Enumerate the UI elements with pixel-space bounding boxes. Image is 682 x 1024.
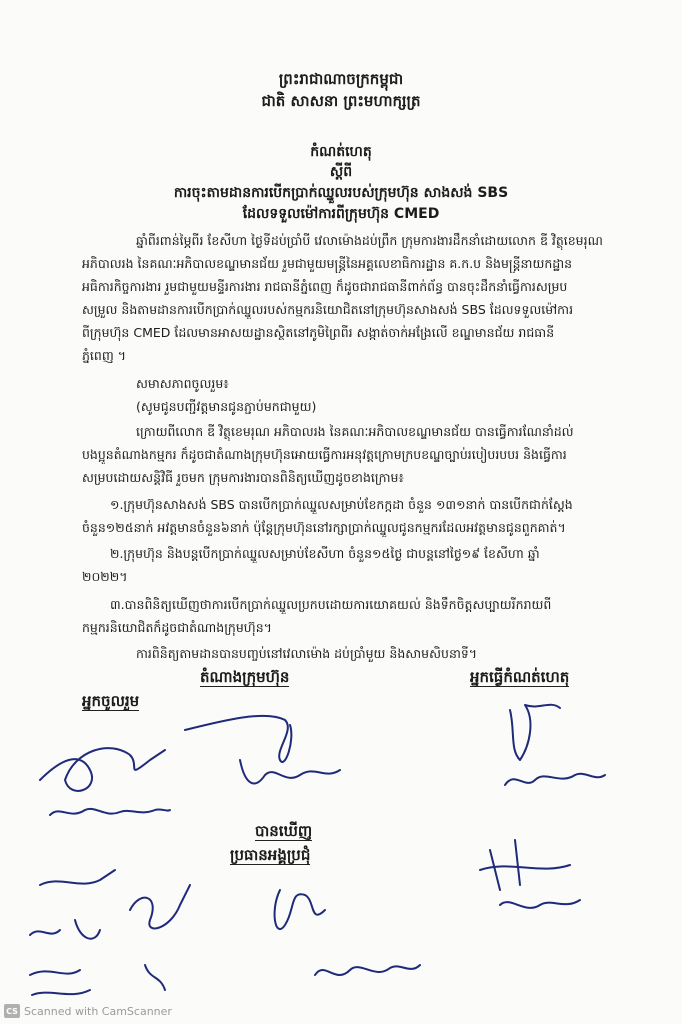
paragraph-1-line-3: អធិការកិច្ចការងារ រួមជាមួយមន្ទីរការងារ រាជធានីភ្នំពេញ ក៏ដូចជារាជធានីពាក់ព័ន្ធ បានចុះដឹកនាំធ្វើការសម្រប: [82, 279, 568, 294]
recorder-signature: [490, 690, 620, 800]
attendance-note: (សូមជូនបញ្ជីវត្តមានជូនភ្ជាប់មកជាមួយ): [136, 399, 317, 414]
subject-line-1: ការចុះតាមដានការបើកប្រាក់ឈ្នួលរបស់ក្រុមហ៊ុន សាងសង់ SBS: [173, 185, 509, 201]
subject-line-2: ដែលទទួលម៉ៅការពីក្រុមហ៊ុន CMED: [242, 206, 440, 222]
finding-2-line-2: ២០២២។: [82, 569, 128, 584]
chairperson-label: ប្រធានអង្គប្រជុំ: [230, 846, 311, 864]
finding-1-line-2: ចំនួន១២៥នាក់ អវត្តមានចំនួន៦នាក់ ប៉ុន្តែក្រុមហ៊ុននៅរក្សាប្រាក់ឈ្នួលជូនកម្មករដែលអវត្តមានជូនពួកគាត់។: [82, 520, 566, 535]
scanner-watermark: [4, 1004, 172, 1018]
paragraph-2-line-3: សម្របដោយសន្តិវិធី រួចមក ក្រុមការងារបានពិនិត្យឃើញដូចខាងក្រោម៖: [82, 470, 404, 485]
paragraph-1-line-6: ភ្នំពេញ ។: [82, 348, 126, 363]
recorder-label: អ្នកធ្វើកំណត់ហេតុ: [470, 668, 570, 686]
camscanner-logo-icon: CS: [4, 1004, 20, 1018]
motto-heading: ជាតិ សាសនា ព្រះមហាក្សត្រ: [261, 92, 421, 110]
finding-1-line-1: ១.ក្រុមហ៊ុនសាងសង់ SBS បានបើកប្រាក់ឈ្នួលសម្រាប់ខែកក្កដា ចំនួន ១៣១នាក់ បានបើកជាក់ស្តែង: [110, 497, 573, 512]
subject-label: ស្តីពី: [329, 164, 353, 180]
witness-signature: [470, 830, 610, 940]
paragraph-1-line-5: ពីក្រុមហ៊ុន CMED ដែលមានអាសយដ្ឋានស្ថិតនៅភូមិព្រៃពីរ សង្កាត់ចាក់អង្រែលើ ខណ្ឌមានជ័យ រាជធានី: [82, 325, 555, 340]
kingdom-heading: ព្រះរាជាណាចក្រកម្ពុជា: [278, 70, 404, 88]
document-type: កំណត់ហេតុ: [310, 144, 372, 160]
paragraph-2-line-1: ក្រោយពីលោក ឌី វិត្ថុខេមរុណ អភិបាលរង នៃគណៈអភិបាលខណ្ឌមានជ័យ បានធ្វើការណែនាំដល់: [136, 424, 574, 439]
participants-label: អ្នកចូលរួម: [82, 692, 140, 710]
company-representative-label: តំណាងក្រុមហ៊ុន: [200, 668, 290, 686]
participant-signatures-group: [20, 860, 210, 1010]
chairperson-signature: [255, 870, 425, 1000]
paragraph-1-line-2: អភិបាលរង នៃគណៈអភិបាលខណ្ឌមានជ័យ រួមជាមួយមន្ត្រីនៃអគ្គលេខាធិការដ្ឋាន គ.ក.ប និងមន្ត្រីនាយកដ្ឋាន: [82, 256, 573, 271]
attendance-label: សមាសភាពចូលរួម៖: [136, 376, 229, 391]
scanner-text: Scanned with CamScanner: [24, 1004, 172, 1018]
paragraph-1-line-4: សម្រួល និងតាមដានការបើកប្រាក់ឈ្នួលរបស់កម្មករនិយោជិតនៅក្រុមហ៊ុនសាងសង់ SBS ដែលទទួលម៉ៅការ: [82, 302, 574, 317]
seen-label: បានឃើញ: [255, 822, 313, 840]
finding-3-line-2: កម្មករនិយោជិតក៏ដូចជាតំណាងក្រុមហ៊ុន។: [82, 620, 272, 635]
finding-2-line-1: ២.ក្រុមហ៊ុន និងបន្តបើកប្រាក់ឈ្នួលសម្រាប់ខែសីហា ចំនួន១៥ថ្ងៃ ជាបន្តនៅថ្ងៃ១៩ ខែសីហា ឆ្នាំ: [110, 546, 540, 561]
participant-signature-1: [30, 720, 180, 830]
company-signature: [175, 690, 355, 800]
paragraph-2-line-2: បងប្អូនតំណាងកម្មករ ក៏ដូចជាតំណាងក្រុមហ៊ុនអោយធ្វើការអនុវត្តក្រោមក្របខណ្ឌច្បាប់របៀបរបបរ និងធ្វើការ: [82, 447, 567, 462]
closing-line: ការពិនិត្យតាមដានបានបញ្ចប់នៅវេលាម៉ោង ដប់ប្រាំមួយ និងសាមសិបនាទី។: [136, 646, 478, 661]
paragraph-1-line-1: ឆ្នាំពីរពាន់ម្ភៃពីរ ខែសីហា ថ្ងៃទីដប់ប្រាំបី វេលាម៉ោងដប់ព្រឹក ក្រុមការងារដឹកនាំដោយលោក ឌី វិត្ថុខេមរុណ: [136, 233, 603, 248]
finding-3-line-1: ៣.បានពិនិត្យឃើញថាការបើកប្រាក់ឈ្នួលប្រកបដោយការយោគយល់ និងទឹកចិត្តសប្បាយរីករាយពី: [110, 597, 552, 612]
